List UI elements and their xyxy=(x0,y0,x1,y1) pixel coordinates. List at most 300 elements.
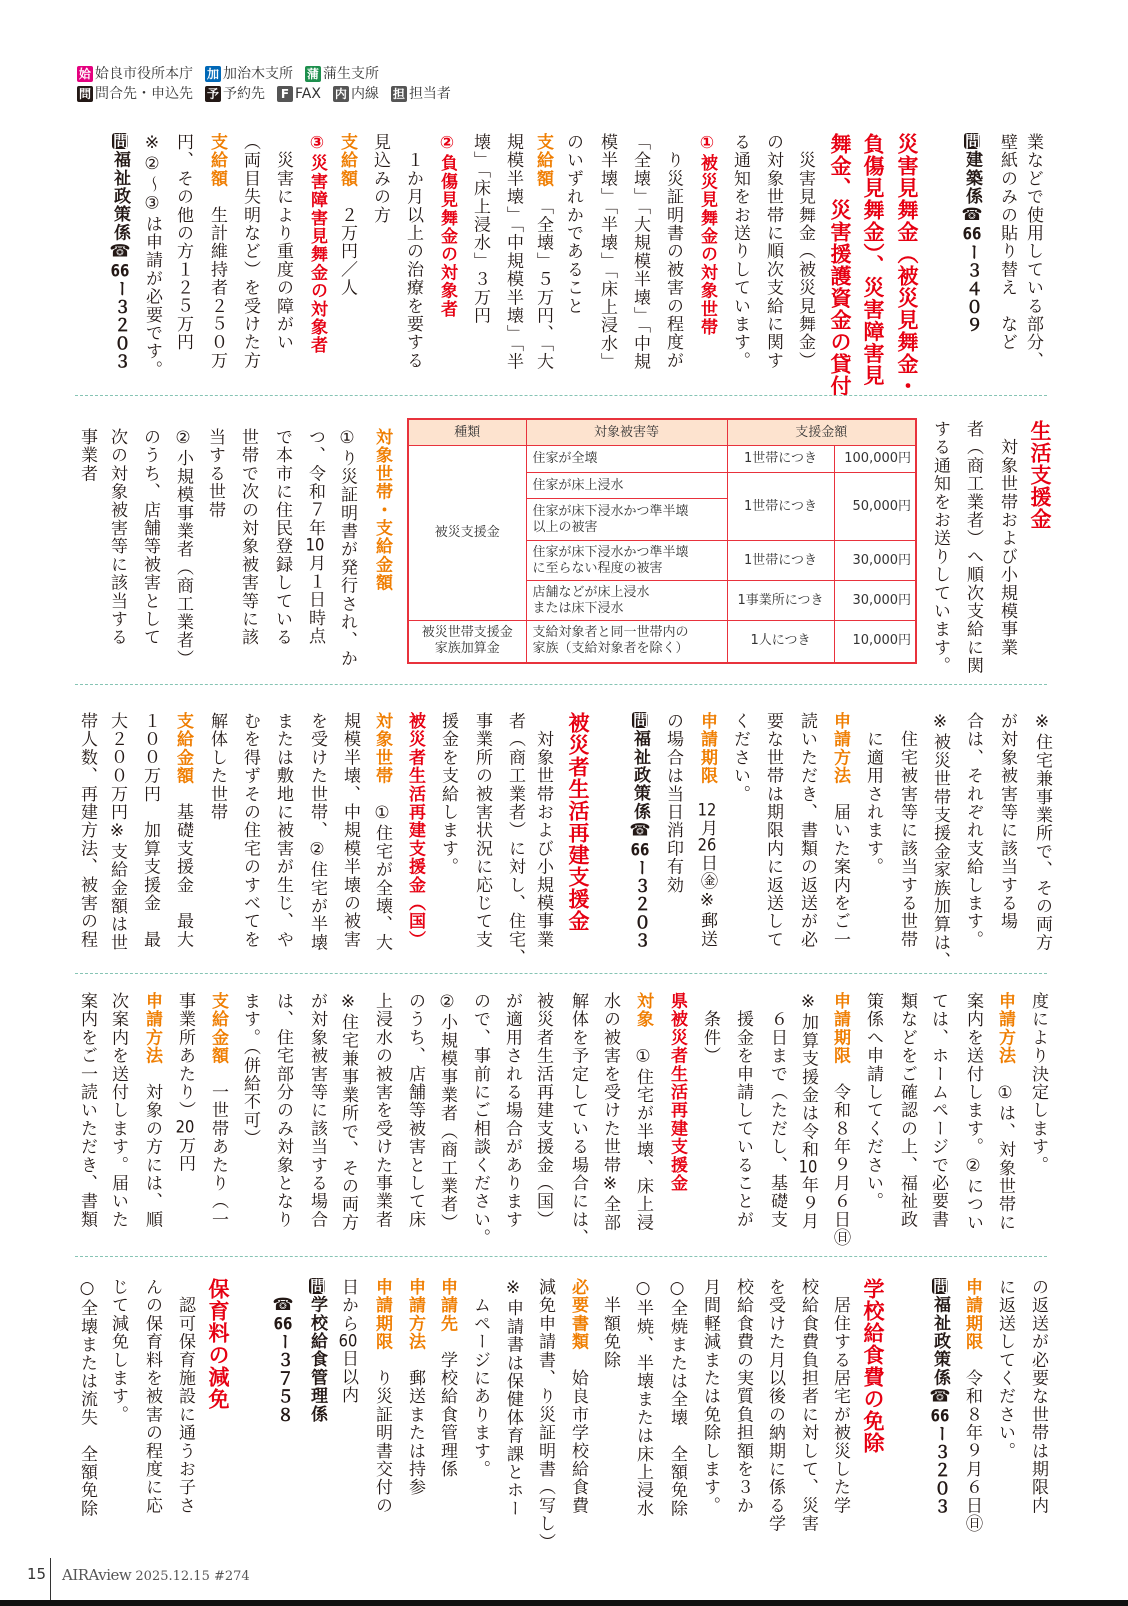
text-column xyxy=(989,1278,1021,1553)
text-column xyxy=(757,133,789,408)
body-text: 援金を申請していることが xyxy=(733,992,753,1229)
text-column xyxy=(399,712,431,987)
body-text: 大２００万円※支給金額は世 xyxy=(107,712,127,952)
body-text: 援金を支給します。 xyxy=(438,712,458,876)
text-column xyxy=(657,712,689,987)
text-column xyxy=(991,712,1023,987)
section-heading-column xyxy=(560,712,596,987)
body-text: 校給食費負担者に対して、災害 xyxy=(798,1278,818,1533)
text-column xyxy=(399,992,431,1267)
magazine-name: AIRAview xyxy=(62,1566,132,1584)
body-text: ※住宅兼事業所で、その両方 xyxy=(1032,712,1052,952)
body-text: ○半焼、半壊または床上浸水 xyxy=(633,1278,653,1518)
text-column xyxy=(199,428,231,703)
number-text: 10 xyxy=(305,537,325,555)
body-text: 読いただき、書類の返送が必 xyxy=(797,712,817,949)
body-text: ２万円／人 xyxy=(337,187,357,297)
text-column xyxy=(267,712,299,987)
body-text: 被災者生活再建支援金（国） xyxy=(533,992,553,1229)
body-text: または敷地に被害が生じ、や xyxy=(273,712,293,949)
body-text: ので、事前にご相談ください。 xyxy=(470,992,490,1247)
body-text: のいずれかであること xyxy=(563,133,583,315)
body-text: 解体した世帯 xyxy=(207,712,227,822)
text-column xyxy=(332,1278,364,1553)
field-label: 支給金額 xyxy=(208,992,228,1065)
phone-icon: ☎ xyxy=(630,820,650,842)
body-text: 日以内 xyxy=(338,1349,358,1405)
contact-text: 建築係 xyxy=(962,150,982,206)
body-text: ※住宅兼事業所で、その両方 xyxy=(338,992,358,1232)
subsection-title: ③災害障害見舞金の対象者 xyxy=(307,133,327,355)
text-column xyxy=(791,712,823,987)
text-column xyxy=(201,712,233,987)
section-divider xyxy=(75,973,1047,974)
field-label: 申請方法 xyxy=(830,712,850,785)
text-column xyxy=(694,1278,726,1553)
body-text: 届いた案内をご一 xyxy=(830,784,850,949)
magazine-info xyxy=(62,1566,250,1584)
body-text: 減免申請書、り災証明書（写し） xyxy=(535,1278,555,1551)
text-column xyxy=(727,992,759,1267)
body-text: 規模半壊、中規模半壊の被害 xyxy=(340,712,360,949)
text-column xyxy=(102,992,134,1267)
table-header-row xyxy=(408,419,916,446)
subsection-title: ②負傷見舞金の対象者 xyxy=(437,133,457,318)
section-title: 被災者生活再建支援金 xyxy=(566,712,590,932)
body-text: 事業者 xyxy=(77,428,97,483)
text-column xyxy=(661,992,693,1267)
field-label: 申請方法 xyxy=(142,992,162,1065)
phone-icon: ☎ xyxy=(110,241,130,263)
section-heading-column xyxy=(889,133,925,408)
field-label: 申請期限 xyxy=(697,712,717,785)
text-column xyxy=(71,428,103,703)
unit-cell: 1事業所につき xyxy=(727,581,834,621)
body-text: 水の被害を受けた世帯※全部 xyxy=(600,992,620,1232)
number-text: 66 xyxy=(273,1316,293,1334)
body-text: が対象被害等に該当する場合 xyxy=(307,992,327,1229)
kamo-branch-icon: 蒲 xyxy=(306,67,319,81)
body-text: 帯人数、再建方法、被害の程 xyxy=(77,712,97,949)
text-column xyxy=(661,1278,693,1553)
text-column xyxy=(334,712,366,987)
text-column xyxy=(499,712,531,987)
text-column xyxy=(956,133,988,408)
body-text: 策係へ申請してください。 xyxy=(863,992,883,1211)
subsection-title: 被災者生活再建支援金（国） xyxy=(405,712,425,949)
text-column xyxy=(399,1278,431,1553)
inquiry-icon: 問 xyxy=(931,1278,950,1295)
extension-icon: 内 xyxy=(334,87,347,101)
text-column xyxy=(201,133,233,408)
text-column xyxy=(234,992,266,1267)
text-column xyxy=(134,428,166,703)
body-text: 姶良市学校給食費 xyxy=(568,1350,588,1515)
body-text: 「全壊」「大規模半壊」「中規 xyxy=(630,133,650,371)
number-text: 66 xyxy=(630,841,650,859)
text-column xyxy=(956,1278,988,1553)
text-column xyxy=(957,420,989,695)
text-column xyxy=(529,1278,561,1553)
legend-label: 加治木支所 xyxy=(223,66,293,82)
field-label: 申請期限 xyxy=(372,1278,392,1351)
text-column xyxy=(299,428,331,703)
body-text: に返送してください。 xyxy=(995,1278,1015,1460)
body-text: じて減免します。 xyxy=(108,1278,128,1424)
legend-label: 問合先・申込先 xyxy=(95,86,193,102)
text-column xyxy=(366,992,398,1267)
section-divider xyxy=(75,1256,1047,1257)
text-column xyxy=(464,133,496,408)
damage-cell: 住家が床下浸水かつ準半壊 に至らない程度の被害 xyxy=(526,541,727,581)
text-column xyxy=(301,992,333,1267)
body-text: ○全焼または全壊 全額免除 xyxy=(667,1278,687,1518)
body-text: 認可保育施設に通うお子さ xyxy=(175,1278,195,1515)
text-column xyxy=(104,133,136,408)
text-column xyxy=(694,992,726,1267)
person-in-charge-icon: 担 xyxy=(392,87,405,101)
body-text: 対象の方には、順 xyxy=(142,1064,162,1229)
body-text: が対象被害等に該当する場 xyxy=(997,712,1017,931)
phone-icon: ☎ xyxy=(962,205,982,227)
text-column xyxy=(824,992,856,1267)
body-text: ○全壊または流失 全額免除 xyxy=(77,1278,97,1518)
legend-label: 蒲生支所 xyxy=(323,66,379,82)
body-text: 生計維持者２５０万 xyxy=(207,187,227,370)
text-column xyxy=(757,712,789,987)
section-title: 災害見舞金（被災見舞金・ xyxy=(895,133,919,397)
footer-divider xyxy=(50,1558,51,1600)
body-text: する通知をお送りしています。 xyxy=(930,420,950,675)
section-title: 舞金、災害援護資金の貸付 xyxy=(828,133,852,397)
text-column xyxy=(397,133,429,408)
type-cell: 被災支援金 xyxy=(408,446,526,621)
text-column xyxy=(924,712,956,987)
body-text: 対象世帯および小規模事業 xyxy=(997,420,1017,657)
text-column xyxy=(627,1278,659,1553)
body-text: は、住宅部分のみ対象となり xyxy=(273,992,293,1229)
body-text: 災害により重度の障がい xyxy=(273,133,293,352)
issue-date: 2025.12.15 xyxy=(135,1569,210,1584)
body-text: 者（商工業者）へ順次支給に関 xyxy=(963,420,983,675)
kajiki-branch-icon: 加 xyxy=(206,67,219,81)
body-text: １か月以上の治療を要する xyxy=(403,133,423,370)
body-text: 事業所あたり） xyxy=(175,992,195,1120)
text-column xyxy=(957,992,989,1267)
body-text: 「全壊」５万円、「大 xyxy=(533,187,553,371)
contact-text: ー３７５８ xyxy=(273,1333,293,1425)
body-text: 次の対象被害等に該当する xyxy=(107,428,127,647)
body-text: 事業所の被害状況に応じて支 xyxy=(472,712,492,949)
legend-item-fax xyxy=(277,84,321,104)
text-column xyxy=(464,1278,496,1553)
text-column xyxy=(991,420,1023,695)
contact-text: 学校給食管理係 xyxy=(307,1295,327,1424)
text-column xyxy=(792,1278,824,1553)
contact-text: ー３２０３ xyxy=(930,1424,950,1516)
table-row xyxy=(408,446,916,473)
text-column xyxy=(594,1278,626,1553)
body-text: ます。（併給不可） xyxy=(240,992,260,1148)
legend-item-person-in-charge xyxy=(391,84,451,104)
legend-label: 担当者 xyxy=(408,86,451,102)
issue-number: #274 xyxy=(213,1569,250,1584)
body-text: のうち、店舗等被害として床 xyxy=(405,992,425,1229)
body-text: ①住宅が全壊、大 xyxy=(372,784,392,952)
text-column xyxy=(496,992,528,1267)
text-column xyxy=(1022,992,1054,1267)
text-column xyxy=(594,992,626,1267)
text-column xyxy=(331,133,363,408)
body-text: が適用される場合があります xyxy=(502,992,522,1229)
text-column xyxy=(102,1278,134,1553)
body-text: 要な世帯は期限内に返送して xyxy=(763,712,783,949)
legend-item-inquiry xyxy=(77,84,193,104)
body-text: り災証明書交付の xyxy=(372,1350,392,1515)
text-column xyxy=(624,712,656,987)
body-text: ※申請書は保健体育課とホー xyxy=(503,1278,523,1518)
contact-text: 福祉政策係 xyxy=(630,729,650,821)
page-number: 15 xyxy=(27,1565,47,1583)
body-text: 類などをご確認の上、福祉政 xyxy=(897,992,917,1229)
body-text: の場合は当日消印有効 xyxy=(663,712,683,894)
text-column xyxy=(657,133,689,408)
section-title: 学校給食費の免除 xyxy=(861,1278,885,1454)
text-column xyxy=(167,712,199,987)
legend xyxy=(77,64,451,104)
contact-text: 福祉政策係 xyxy=(110,150,130,242)
body-text: 校給食費の実質負担額を３か xyxy=(733,1278,753,1515)
text-column xyxy=(301,1278,333,1553)
text-column xyxy=(167,428,199,703)
legend-item-main-office xyxy=(77,64,193,84)
number-text: 20 xyxy=(175,1119,195,1137)
text-column xyxy=(792,992,824,1267)
body-text: 月 xyxy=(697,818,717,838)
body-text: 年９月 xyxy=(798,1175,818,1231)
inquiry-icon: 問 xyxy=(308,1278,327,1295)
text-column xyxy=(301,133,333,408)
amount-cell: 30,000円 xyxy=(834,581,916,621)
text-column xyxy=(331,428,363,703)
amount-cell: 10,000円 xyxy=(834,621,916,663)
amount-cell: 100,000円 xyxy=(834,446,916,473)
body-text: ください。 xyxy=(730,712,750,803)
section-title: 保育料の減免 xyxy=(206,1278,230,1410)
body-text: ②小規模事業者（商工業者） xyxy=(437,992,457,1232)
unit-cell: 1世帯につき xyxy=(727,541,834,581)
body-text: 令和８年９月６日㊐ xyxy=(962,1350,982,1533)
body-text: る通知をお送りしています。 xyxy=(730,133,750,370)
section-heading-column xyxy=(1022,420,1058,695)
text-column xyxy=(724,712,756,987)
text-column xyxy=(167,133,199,408)
body-text: 度により決定します。 xyxy=(1028,992,1048,1174)
body-text: 住宅被害等に該当する世帯 xyxy=(897,712,917,949)
body-text: 見込みの方 xyxy=(370,133,390,224)
text-column xyxy=(366,712,398,987)
text-column xyxy=(989,992,1021,1267)
damage-cell: 支給対象者と同一世帯内の 家族（支給対象者を除く） xyxy=(526,621,727,663)
text-column xyxy=(759,1278,791,1553)
body-text: ②小規模事業者（商工業者） xyxy=(173,428,193,668)
text-column xyxy=(1026,712,1058,987)
text-column xyxy=(234,712,266,987)
section-divider xyxy=(75,395,1047,396)
number-text: 66 xyxy=(962,226,982,244)
legend-label: 予約先 xyxy=(223,86,265,102)
section-title: 生活支援金 xyxy=(1028,420,1052,530)
subsection-title: 県被災者生活再建支援金 xyxy=(667,992,687,1193)
text-column xyxy=(957,712,989,987)
body-text: １００万円 加算支援金 最 xyxy=(140,712,160,949)
body-text: のうち、店舗等被害として xyxy=(140,428,160,647)
amount-cell: 30,000円 xyxy=(834,541,916,581)
text-column xyxy=(366,428,398,703)
section-divider xyxy=(75,684,1047,685)
field-label: 対象世帯・支給金額 xyxy=(372,428,392,592)
field-label: 申請先 xyxy=(437,1278,457,1333)
type-cell: 被災世帯支援金 家族加算金 xyxy=(408,621,526,663)
text-column xyxy=(202,992,234,1267)
legend-label: FAX xyxy=(295,86,321,102)
body-text: ては、ホームページで必要書 xyxy=(928,992,948,1229)
text-column xyxy=(71,1278,103,1553)
text-column xyxy=(267,992,299,1267)
body-text: 案内を送付します。②につい xyxy=(963,992,983,1232)
body-text: ムページにあります。 xyxy=(470,1278,490,1479)
body-text: ①り災証明書が発行され、か xyxy=(337,428,357,668)
damage-cell: 店舗などが床上浸水 または床下浸水 xyxy=(526,581,727,621)
body-text: 居住する居宅が被災した学 xyxy=(830,1278,850,1515)
body-text: 世帯で次の対象被害等に該 xyxy=(238,428,258,647)
text-column xyxy=(366,1278,398,1553)
damage-cell: 住家が全壊 xyxy=(526,446,727,473)
body-text: 合は、それぞれ支給します。 xyxy=(963,712,983,949)
text-column xyxy=(761,992,793,1267)
text-column xyxy=(464,992,496,1267)
field-label: 申請期限 xyxy=(962,1278,982,1351)
field-label: 支給金額 xyxy=(173,712,193,785)
text-column xyxy=(301,712,333,987)
bottom-bar xyxy=(0,1600,1128,1606)
body-text: 基礎支援金 最大 xyxy=(173,784,193,949)
text-column xyxy=(891,992,923,1267)
body-text: 一世帯あたり（一 xyxy=(208,1064,228,1229)
text-column xyxy=(232,428,264,703)
text-column xyxy=(432,712,464,987)
body-text: 日㊎※郵送 xyxy=(697,854,717,949)
text-column xyxy=(727,1278,759,1553)
contact-text: 福祉政策係 xyxy=(930,1295,950,1387)
text-column xyxy=(266,428,298,703)
inquiry-icon: 問 xyxy=(78,87,91,101)
body-text: 対象世帯および小規模事業 xyxy=(533,712,553,949)
field-label: 必要書類 xyxy=(568,1278,588,1351)
text-column xyxy=(922,992,954,1267)
legend-label: 姶良市役所本庁 xyxy=(95,66,193,82)
body-text: 月１日時点 xyxy=(305,554,325,646)
amount-cell: 50,000円 xyxy=(834,473,916,541)
text-column xyxy=(557,133,589,408)
legend-item-reservation xyxy=(205,84,265,104)
subsection-title: ①被災見舞金の対象世帯 xyxy=(697,133,717,337)
header-amount: 支援金額 xyxy=(727,419,916,446)
unit-cell: 1世帯につき xyxy=(727,446,834,473)
text-column xyxy=(136,1278,168,1553)
body-text: を受けた月以後の納期に係る学 xyxy=(765,1278,785,1533)
text-column xyxy=(562,1278,594,1553)
reservation-icon: 予 xyxy=(206,87,219,101)
text-column xyxy=(857,712,889,987)
body-text: り災証明書の被害の程度が xyxy=(663,133,683,370)
field-label: 対象世帯 xyxy=(372,712,392,785)
body-text: 半額免除 xyxy=(600,1278,620,1369)
body-text: んの保育料を被害の程度に応 xyxy=(142,1278,162,1515)
header-damage: 対象被害等 xyxy=(526,419,727,446)
legend-item-kamo-branch xyxy=(305,64,379,84)
table-row xyxy=(408,621,916,663)
text-column xyxy=(991,133,1023,408)
body-text: 上浸水の被害を受けた事業者 xyxy=(372,992,392,1229)
body-text: 当する世帯 xyxy=(205,428,225,519)
text-column xyxy=(466,712,498,987)
field-label: 対象 xyxy=(633,992,653,1029)
body-text: 郵送または持参 xyxy=(405,1350,425,1497)
header-type: 種類 xyxy=(408,419,526,446)
body-text: 壁紙のみの貼り替え など xyxy=(997,133,1017,352)
fax-icon: F xyxy=(277,86,293,102)
text-column xyxy=(101,428,133,703)
field-label: 申請方法 xyxy=(995,992,1015,1065)
body-text: 次案内を送付します。届いた xyxy=(108,992,128,1229)
text-column xyxy=(364,133,396,408)
text-column xyxy=(591,133,623,408)
number-text: 12 xyxy=(697,801,717,819)
text-column xyxy=(891,712,923,987)
body-text: ６日まで（ただし、基礎支 xyxy=(767,992,787,1229)
text-column xyxy=(824,712,856,987)
section-title: 負傷見舞金）、災害障害見 xyxy=(861,133,885,387)
text-column xyxy=(924,1278,956,1553)
number-text: 66 xyxy=(110,262,130,280)
text-column xyxy=(169,992,201,1267)
number-text: 10 xyxy=(798,1158,818,1176)
text-column xyxy=(1022,1278,1054,1553)
section-heading-column xyxy=(855,1278,891,1553)
body-text: 令和８年９月６日㊐ xyxy=(830,1064,850,1247)
contact-text: ー３２０３ xyxy=(630,858,650,950)
body-text: 案内をご一読いただき、書類 xyxy=(77,992,97,1229)
inquiry-icon: 問 xyxy=(111,133,130,150)
field-label: 支給額 xyxy=(337,133,357,188)
legend-row-contacts xyxy=(77,84,451,104)
legend-label: 内線 xyxy=(350,86,379,102)
text-column xyxy=(169,1278,201,1553)
body-text: ①住宅が半壊、床上浸 xyxy=(633,1028,653,1232)
text-column xyxy=(527,712,559,987)
body-text: ※②〜③は申請が必要です。 xyxy=(142,133,162,379)
text-column xyxy=(789,133,821,408)
body-text: 模半壊」「半壊」「床上浸水」 xyxy=(597,133,617,371)
text-column xyxy=(267,133,299,408)
text-column xyxy=(71,712,103,987)
section-heading-column xyxy=(200,1278,236,1553)
text-column xyxy=(332,992,364,1267)
body-text: 解体を予定している場合には、 xyxy=(568,992,588,1247)
main-office-icon: 姶 xyxy=(78,67,91,81)
field-label: 申請方法 xyxy=(405,1278,425,1351)
